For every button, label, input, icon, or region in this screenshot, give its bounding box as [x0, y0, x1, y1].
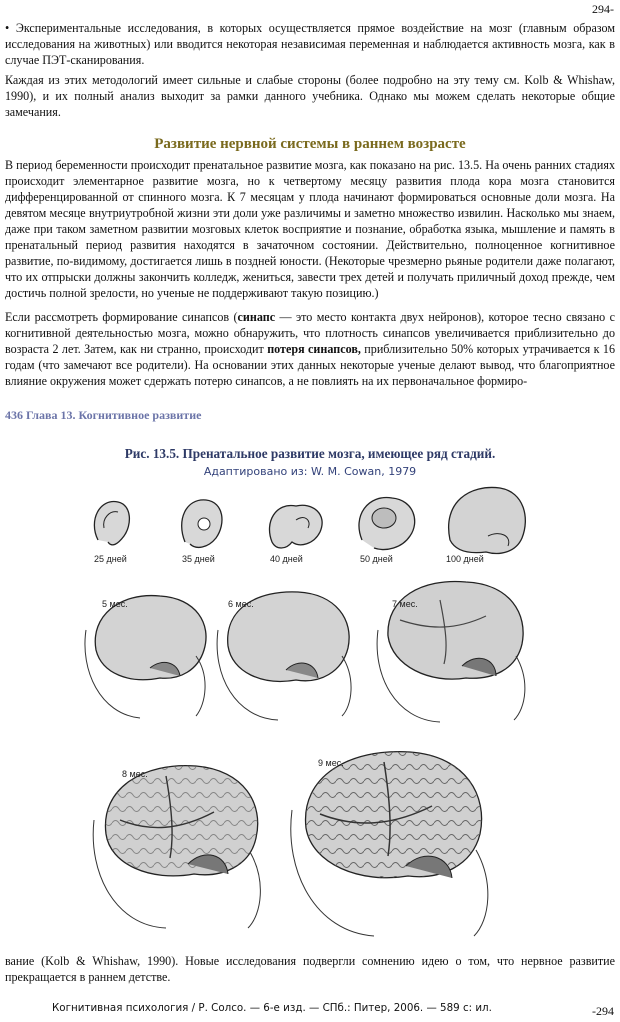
- stage-label: 9 мес.: [318, 758, 344, 768]
- stage-35-days: [182, 500, 222, 564]
- stage-6-months: [217, 592, 351, 720]
- page-number-bottom: -294: [592, 1004, 614, 1018]
- stage-label: 5 мес.: [102, 599, 128, 609]
- stage-7-months: [377, 581, 525, 722]
- stage-label: 7 мес.: [392, 599, 418, 609]
- brain-development-figure: [0, 480, 620, 948]
- term-synapse-loss: потеря синапсов,: [267, 342, 361, 356]
- p2-text-c: приблизительно 50% которых утрачивается к 16 годам (что замечают все родители). На основании этих данных некоторые ученые делают вывод, что благоприятное влияние окружения может сдержать потерю синапсов, а не повлиять на их первоначальное формиро-: [5, 342, 615, 388]
- stage-25-days: [94, 502, 129, 564]
- intro-paragraph: Каждая из этих методологий имеет сильные и слабые стороны (более подробно на эту тему см. Kolb & Whishaw, 1990), и их полный анализ выходит за рамки данного учебника. Однако мы можем сделать некоторые общие замечания.: [5, 73, 615, 119]
- figure-credit: Адаптировано из: W. M. Cowan, 1979: [203, 465, 417, 478]
- stage-100-days: [446, 487, 525, 564]
- stage-8-months: [93, 766, 260, 928]
- stage-5-months: [85, 596, 206, 718]
- p2-text-b: — это место контакта двух нейронов), которое тесно связано с когнитивной деятельностью мозга, можно обнаружить, что плотность синапсов увеличивается приблизительно до возраста 2 лет. Затем, как ни странно, происходит: [5, 310, 615, 356]
- page-number-top: 294-: [592, 2, 614, 16]
- body-paragraph-1: В период беременности происходит пренатальное развитие мозга, как показано на рис. 13.5. На очень ранних стадиях происходит элементарное развитие мозга, но к четвертому месяцу развития плода кора мозга становится дифференцированной от спинного мозга. К 7 месяцам у плода начинают формироваться основные доли мозга. На девятом месяце внутриутробной жизни эти доли уже различимы и заметно множество извилин. Насколько мы знаем, даже при таком заметном развитии мозговых клеток восприятие и познание, обработка языка, мышление и память в пренатальный период развития находятся в зачаточном состоянии. Действительно, полноценное когнитивное развитие, по-видимому, достигается лишь в поздней юности. (Некоторые чрезмерно рьяные родители даже полагают, что их отпрыски должны закончить колледж, жениться, завести трех детей и получать приличный доход прежде, чем достичь полной зрелости, но ученые не поддерживают такую позицию.): [5, 158, 615, 300]
- stage-label: 100 дней: [446, 554, 484, 564]
- body-paragraph-tail: вание (Kolb & Whishaw, 1990). Новые исследования подвергли сомнению идею о том, что нервное развитие прекращается в раннем детстве.: [5, 954, 615, 984]
- intro-bullet: • Экспериментальные исследования, в которых осуществляется прямое воздействие на мозг (главным образом исследования на животных) или вводится некоторая независимая переменная и наблюдается активность мозга, как в случае ПЭТ-сканирования.: [5, 21, 615, 67]
- stage-label: 40 дней: [270, 554, 303, 564]
- stage-40-days: [269, 505, 322, 564]
- p2-text-a: Если рассмотреть формирование синапсов (: [5, 310, 238, 324]
- stage-label: 35 дней: [182, 554, 215, 564]
- stage-50-days: [359, 498, 415, 564]
- stage-label: 6 мес.: [228, 599, 254, 609]
- stage-9-months: [291, 752, 488, 936]
- section-heading: Развитие нервной системы в раннем возрасте: [154, 136, 466, 152]
- term-synapse: синапс: [237, 310, 276, 324]
- stage-label: 25 дней: [94, 554, 127, 564]
- chapter-reference: 436 Глава 13. Когнитивное развитие: [5, 408, 202, 422]
- stage-label: 8 мес.: [122, 769, 148, 779]
- footer-citation: Когнитивная психология / Р. Солсо. — 6-е изд. — СПб.: Питер, 2006. — 589 с: ил.: [52, 1002, 492, 1014]
- body-paragraph-2: [5, 309, 615, 389]
- stage-label: 50 дней: [360, 554, 393, 564]
- figure-title: Рис. 13.5. Пренатальное развитие мозга, имеющее ряд стадий.: [124, 446, 496, 461]
